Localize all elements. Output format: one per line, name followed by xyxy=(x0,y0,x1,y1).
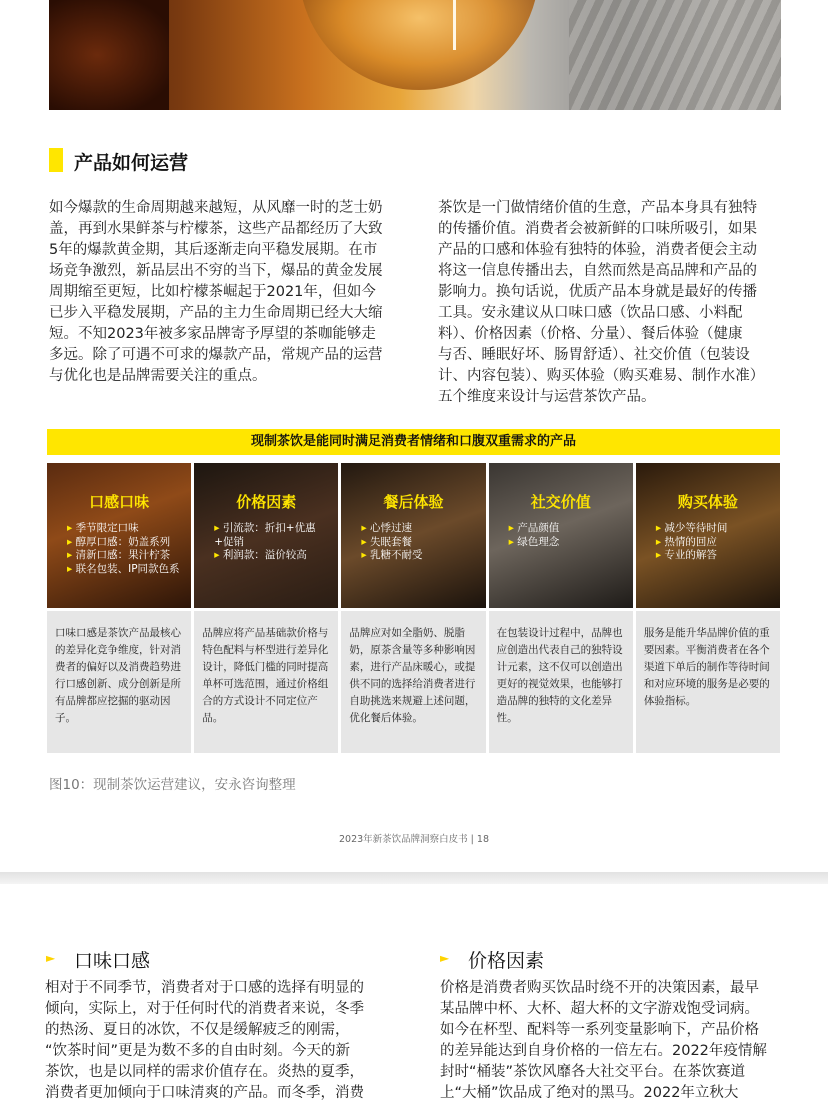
card-bullet: ▸ 专业的解答 xyxy=(656,549,770,563)
card-image xyxy=(194,463,338,608)
subsection-title-taste: 口味口感 xyxy=(74,950,151,972)
tea-cup-shape xyxy=(299,0,539,90)
card-after-meal xyxy=(341,463,485,753)
card-title: 购买体验 xyxy=(677,493,738,511)
milk-pour-shape xyxy=(453,0,456,50)
card-bullet: ▸ 绿色理念 xyxy=(509,536,623,550)
card-image xyxy=(636,463,780,608)
card-bullet: ▸ 清新口感：果汁柠茶 xyxy=(67,549,181,563)
figure-caption: 图10：现制茶饮运营建议，安永咨询整理 xyxy=(49,777,296,793)
section-title: 产品如何运营 xyxy=(74,152,189,174)
card-bullet: ▸ 利润款：溢价较高 xyxy=(214,549,328,563)
card-image xyxy=(489,463,633,608)
knit-texture-shape xyxy=(569,0,781,110)
card-bullet: ▸ 联名包装、IP同款色系 xyxy=(67,563,181,577)
card-title: 口感口味 xyxy=(89,493,150,511)
card-title: 社交价值 xyxy=(530,493,591,511)
card-description: 口味口感是茶饮产品最核心的差异化竞争维度，针对消费者的偏好以及消费趋势进行口感创新、成分创新是所有品牌都应挖掘的驱动因子。 xyxy=(47,611,191,753)
taste-paragraph: 相对于不同季节，消费者对于口感的选择有明显的 倾向，实际上，对于任何时代的消费者来说，冬季 的热汤、夏日的冰饮，不仅是缓解疲乏的刚需， “饮茶时间”更是为数不多的自由时刻。今天的新 茶饮，也是以同样的需求价值存在。炎热的夏季， 消费者更加倾向于口味清爽的产品。而冬季，消费 xyxy=(45,980,364,1101)
price-paragraph: 价格是消费者购买饮品时绕不开的决策因素，最早 某品牌中杯、大杯、超大杯的文字游戏饱受词病。 如今在杯型、配料等一系列变量影响下，产品价格 的差异能达到自身价格的一倍左右。2022年疫情解 封时“桶装”茶饮风靡各大社交平台。在茶饮赛道 上“大桶”饮品成了绝对的黑马。2022年立秋大 xyxy=(440,980,767,1101)
card-bullet: ▸ 醇厚口感：奶盖系列 xyxy=(67,536,181,550)
card-bullet: ▸ 产品颜值 xyxy=(509,522,623,536)
figure-banner: 现制茶饮是能同时满足消费者情绪和口腹双重需求的产品 xyxy=(47,429,780,455)
card-title: 餐后体验 xyxy=(383,493,444,511)
card-description: 品牌应将产品基础款价格与特色配料与杯型进行差异化设计，降低门槛的同时提高单杯可选范围，通过价格组合的方式设计不同定位产品。 xyxy=(194,611,338,753)
card-description: 服务是能升华品牌价值的重要因素。平衡消费者在各个渠道下单后的制作等待时间和对应环境的服务是必要的体验指标。 xyxy=(636,611,780,753)
card-description: 品牌应对如全脂奶、脱脂奶，原茶含量等多种影响因素，进行产品床暖心，或提供不同的选择给消费者进行自助挑选来规避上述问题，优化餐后体验。 xyxy=(341,611,485,753)
card-bullet-list xyxy=(499,522,623,549)
left-paragraph: 如今爆款的生命周期越来越短，从风靡一时的芝士奶 盖，再到水果鲜茶与柠檬茶，这些产品都经历了大致 5年的爆款黄金期，其后逐渐走向平稳发展期。在市 场竞争激烈，新品层出不穷的当下，爆品的黄金发展 周期缩至更短，比如柠檬茶崛起于2021年，但如今 已步入平稳发展期，产品的主力生命周期已经大大缩 短。不知2023年被多家品牌寄予厚望的茶咖能够走 多远。除了可遇不可求的爆款产品，常规产品的运营 与优化也是品牌需要关注的重点。 xyxy=(49,200,383,384)
card-bullet-list xyxy=(646,522,770,563)
card-bullet: ▸ 热情的回应 xyxy=(656,536,770,550)
card-bullet: ▸ 乳糖不耐受 xyxy=(361,549,475,563)
card-bullet-list xyxy=(351,522,475,563)
card-bullet-list xyxy=(204,522,328,563)
page-footer: 2023年新茶饮品牌洞察白皮书 | 18 xyxy=(338,834,489,845)
card-description: 在包装设计过程中，品牌也应创造出代表自己的独特设计元素，这不仅可以创造出更好的视觉效果，也能够打造品牌的独特的文化差异性。 xyxy=(489,611,633,753)
operation-cards xyxy=(47,463,780,753)
tea-hero-image xyxy=(49,0,781,110)
card-price xyxy=(194,463,338,753)
card-title: 价格因素 xyxy=(236,493,297,511)
card-bullet: ▸ 引流款：折扣+优惠+促销 xyxy=(214,522,328,549)
card-bullet: ▸ 减少等待时间 xyxy=(656,522,770,536)
section-marker xyxy=(49,148,63,172)
tea-jar-shape xyxy=(49,0,169,110)
triangle-bullet-icon: ► xyxy=(440,951,450,965)
card-bullet: ▸ 季节限定口味 xyxy=(67,522,181,536)
triangle-bullet-icon: ► xyxy=(46,951,56,965)
right-paragraph: 茶饮是一门做情绪价值的生意，产品本身具有独特 的传播价值。消费者会被新鲜的口味所吸引，如果 产品的口感和体验有独特的体验，消费者便会主动 将这一信息传播出去，自然而然是高品牌和产品的 影响力。换句话说，优质产品本身就是最好的传播 工具。安永建议从口味口感（饮品口感、小料配 料）、价格因素（价格、分量）、餐后体验（健康 与否、睡眠好坏、肠胃舒适）、社交价值（包装设 计、内容包装）、购买体验（购买难易、制作水准） 五个维度来设计与运营茶饮产品。 xyxy=(438,200,765,405)
card-purchase xyxy=(636,463,780,753)
card-taste xyxy=(47,463,191,753)
subsection-title-price: 价格因素 xyxy=(468,950,545,972)
card-social xyxy=(489,463,633,753)
page-19 xyxy=(0,884,828,1104)
card-bullet: ▸ 失眠套餐 xyxy=(361,536,475,550)
page-divider xyxy=(0,872,828,884)
card-bullet: ▸ 心悸过速 xyxy=(361,522,475,536)
card-image xyxy=(47,463,191,608)
card-image xyxy=(341,463,485,608)
card-bullet-list xyxy=(57,522,181,576)
